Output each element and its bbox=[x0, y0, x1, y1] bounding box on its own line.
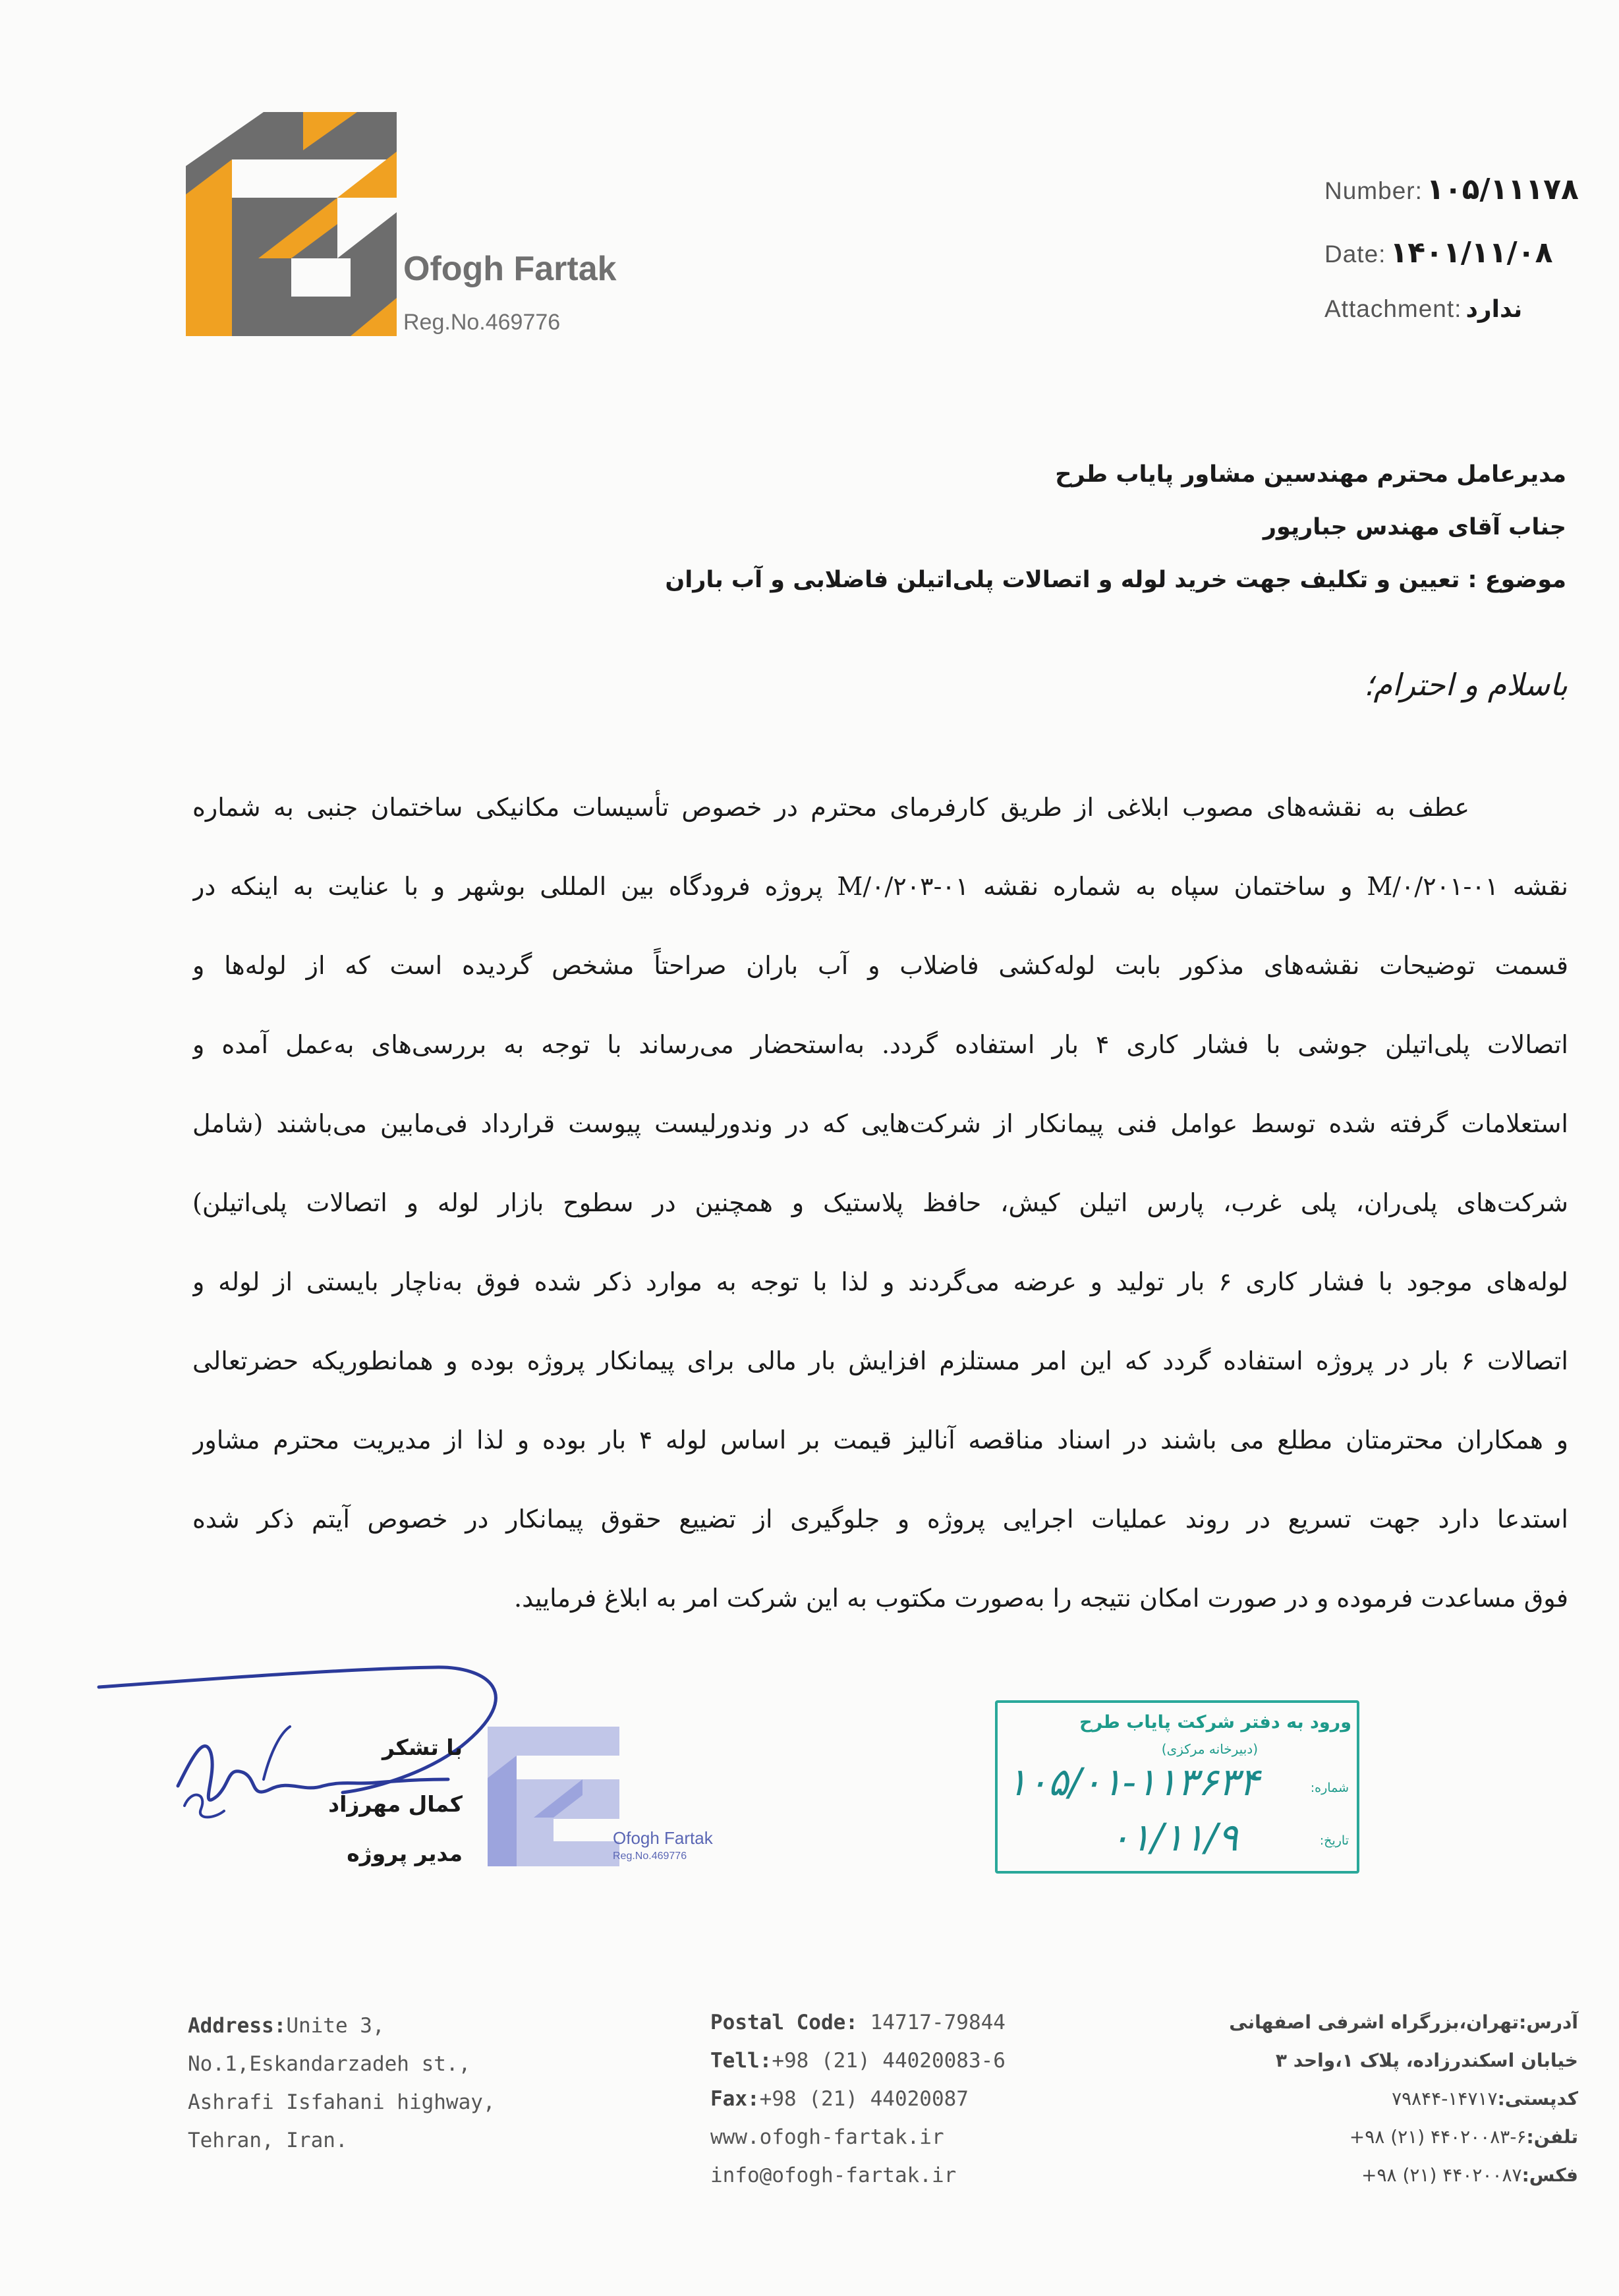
address-line: Tehran, Iran. bbox=[188, 2129, 348, 2152]
salutation: باسلام و احترام؛ bbox=[1363, 667, 1568, 703]
company-reg-number: Reg.No.469776 bbox=[403, 310, 561, 335]
attachment-label: Attachment: bbox=[1324, 295, 1462, 322]
body-line: استعلامات گرفته شده توسط عوامل فنی پیمانکار از شرکت‌هایی که در وندورلیست پیوست قرارداد فی‌مابین می‌باشند (شامل bbox=[192, 1109, 1568, 1138]
body-line: لوله‌های موجود با فشار کاری ۶ بار تولید و عرضه می‌گردند و لذا با توجه به موارد ذکر شده فوق به‌ناچار بایستی از لوله و bbox=[192, 1267, 1568, 1296]
stamp-company-name: Ofogh Fartak bbox=[613, 1828, 713, 1848]
company-logo-icon bbox=[186, 112, 397, 336]
attachment-value: ندارد bbox=[1465, 296, 1523, 323]
body-line: قسمت توضیحات نقشه‌های مذکور بابت لوله‌کشی فاضلاب و آب باران صراحتاً مشخص گردیده است که از لوله‌ها و bbox=[192, 951, 1568, 980]
postal-label: Postal Code: bbox=[710, 2011, 858, 2034]
body-line: فوق مساعدت فرموده و در صورت امکان نتیجه را به‌صورت مکتوب به این شرکت امر به ابلاغ فرمایید. bbox=[514, 1584, 1568, 1613]
recipient-title: مدیرعامل محترم مهندسین مشاور پایاب طرح bbox=[1055, 461, 1566, 488]
letter-subject: موضوع : تعیین و تکلیف جهت خرید لوله و اتصالات پلی‌اتیلن فاضلابی و آب باران bbox=[665, 567, 1566, 593]
letter-body bbox=[192, 768, 1568, 1638]
received-stamp-subtitle: (دبیرخانه مرکزی) bbox=[1161, 1741, 1258, 1757]
fax-value: +98 (21) 44020087 bbox=[759, 2087, 969, 2111]
letter-date bbox=[1324, 236, 1588, 270]
signatory-role: مدیر پروژه bbox=[347, 1841, 463, 1866]
received-stamp bbox=[995, 1700, 1359, 1874]
footer-address-en bbox=[188, 2007, 496, 2160]
postal-value: 14717-79844 bbox=[870, 2011, 1006, 2034]
recipient-name: جناب آقای مهندس جبارپور bbox=[1263, 514, 1566, 540]
received-number-label: شماره: bbox=[1310, 1781, 1349, 1795]
date-value: ۱۴۰۱/۱۱/۰۸ bbox=[1390, 236, 1553, 270]
body-line: عطف به نقشه‌های مصوب ابلاغی از طریق کارفرمای محترم در خصوص تأسیسات مکانیکی ساختمان جنبی به شماره bbox=[192, 793, 1469, 822]
tel-value: +98 (21) 44020083-6 bbox=[772, 2049, 1006, 2073]
body-line: و همکاران محترمتان مطلع می باشند در اسناد مناقصه آنالیز قیمت بر اساس لوله ۴ بار بوده و لذا از مدیریت محترم مشاور bbox=[192, 1425, 1568, 1454]
fa-address-line: تهران،بزرگراه اشرفی اصفهانی bbox=[1229, 2011, 1520, 2033]
received-date-value: ۰۱/۱۱/۹ bbox=[1110, 1815, 1238, 1860]
address-label: Address: bbox=[188, 2014, 287, 2038]
handwritten-signature-icon bbox=[92, 1654, 501, 1872]
company-name: Ofogh Fartak bbox=[403, 250, 617, 288]
signature-closing: با تشکر bbox=[382, 1735, 463, 1760]
address-line: Unite 3, bbox=[286, 2014, 385, 2038]
fa-tel-label: تلفن: bbox=[1526, 2126, 1578, 2148]
fa-fax-value: ۴۴۰۲۰۰۸۷ (۲۱) ۹۸+ bbox=[1361, 2164, 1522, 2186]
fa-tel-value: ۶-۴۴۰۲۰۰۸۳ (۲۱) ۹۸+ bbox=[1349, 2126, 1527, 2148]
email-link[interactable]: info@ofogh-fartak.ir bbox=[710, 2164, 957, 2187]
body-line: استدعا دارد جهت تسریع در روند عملیات اجرایی پروژه و جلوگیری از تضییع حقوق پیمانکار در خصوص آیتم ذکر شده bbox=[192, 1505, 1568, 1534]
footer-address-fa bbox=[1064, 2003, 1578, 2195]
company-stamp-logo-icon bbox=[488, 1727, 619, 1866]
signatory-name: کمال مهرزاد bbox=[328, 1791, 463, 1817]
body-line: نقشه ۰۱-M/۰/۲۰۱ و ساختمان سپاه به شماره نقشه ۰۱-M/۰/۲۰۳ پروژه فرودگاه بین المللی بوشهر و با عنایت به اینکه در bbox=[192, 872, 1568, 901]
tel-label: Tell: bbox=[710, 2049, 772, 2073]
website-link[interactable]: www.ofogh-fartak.ir bbox=[710, 2125, 944, 2149]
body-line: اتصالات ۶ بار در پروژه استفاده گردد که این امر مستلزم افزایش بار مالی برای پیمانکار پروژه بوده و همانطوریکه حضرتعالی bbox=[192, 1346, 1568, 1375]
received-stamp-title: ورود به دفتر شرکت پایاب طرح bbox=[1079, 1712, 1351, 1733]
stamp-reg-number: Reg.No.469776 bbox=[613, 1851, 687, 1862]
fa-address-line: خیابان اسکندرزاده، پلاک ۱،واحد ۳ bbox=[1275, 2050, 1578, 2071]
fa-address-label: آدرس: bbox=[1519, 2011, 1578, 2033]
received-date-label: تاریخ: bbox=[1319, 1833, 1349, 1848]
received-number-value: ۱۰۵/۰۱-۱۱۳۶۳۴ bbox=[1007, 1760, 1260, 1804]
fax-label: Fax: bbox=[710, 2087, 760, 2111]
address-line: Ashrafi Isfahani highway, bbox=[188, 2090, 496, 2114]
letter-number bbox=[1324, 173, 1588, 206]
fa-postal-value: ۱۴۷۱۷-۷۹۸۴۴ bbox=[1392, 2088, 1498, 2109]
footer-contact-en bbox=[710, 2003, 1006, 2195]
number-value: ۱۰۵/۱۱۱۷۸ bbox=[1426, 173, 1579, 206]
body-line: اتصالات پلی‌اتیلن جوشی با فشار کاری ۴ بار استفاده گردد. به‌استحضار می‌رساند با توجه به بررسی‌های به‌عمل آمده و bbox=[192, 1030, 1568, 1059]
fa-fax-label: فکس: bbox=[1521, 2164, 1578, 2186]
address-line: No.1,Eskandarzadeh st., bbox=[188, 2052, 471, 2076]
body-line: شرکت‌های پلی‌ران، پلی غرب، پارس اتیلن کیش، حافظ پلاستیک و همچنین در سطوح بازار لوله و اتصالات پلی‌اتیلن) bbox=[192, 1188, 1568, 1217]
letter-attachment bbox=[1324, 295, 1588, 323]
number-label: Number: bbox=[1324, 177, 1423, 204]
fa-postal-label: کدپستی: bbox=[1497, 2088, 1578, 2109]
date-label: Date: bbox=[1324, 241, 1386, 268]
